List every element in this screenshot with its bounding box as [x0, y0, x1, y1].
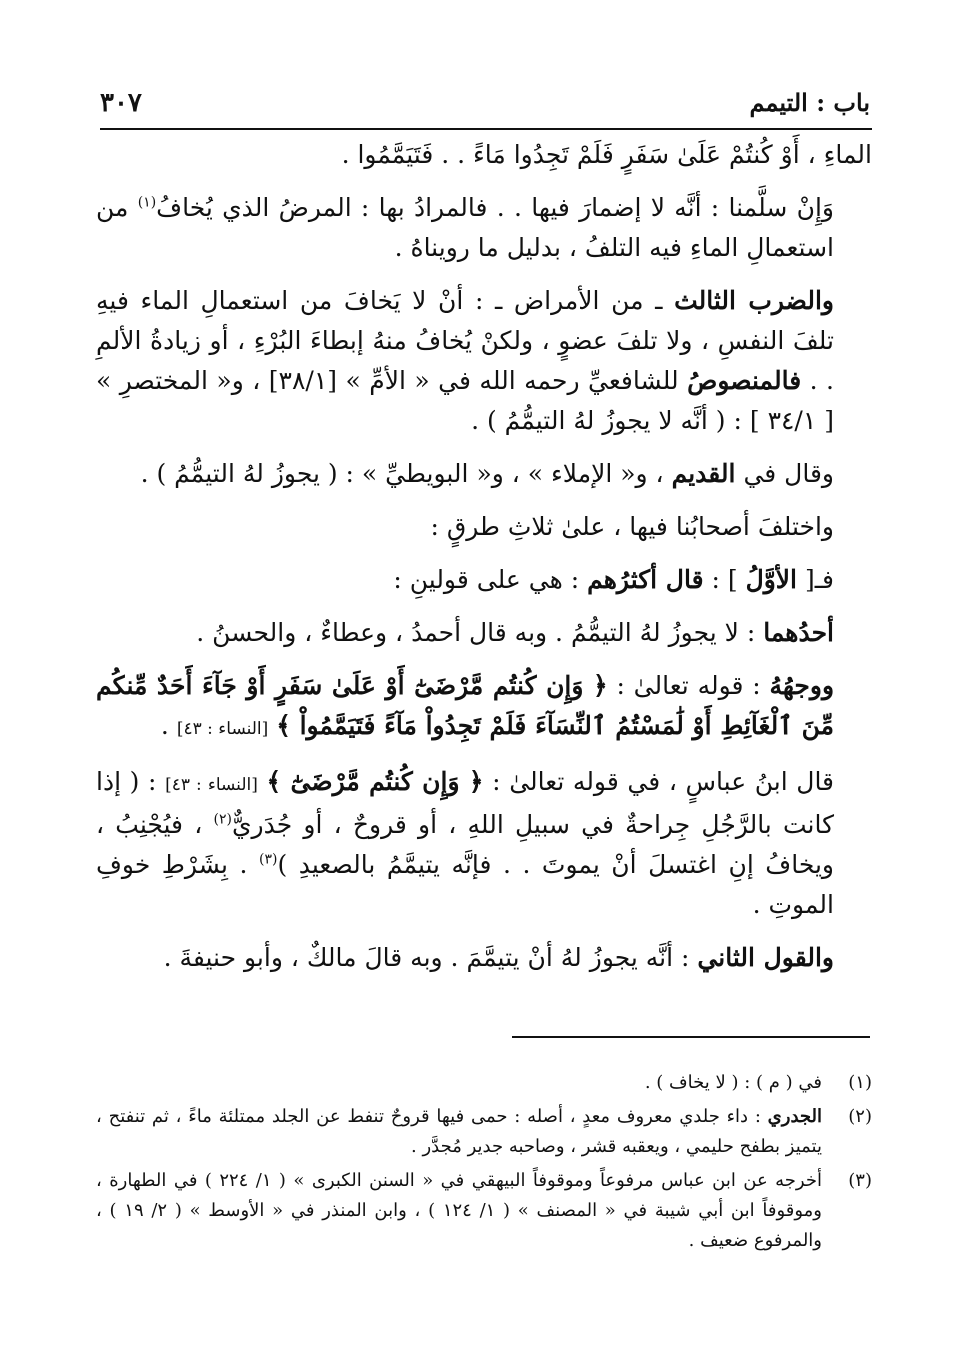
footnote-1	[96, 1068, 872, 1098]
paragraph-4	[96, 454, 872, 494]
footnote-text: في ( م ) : ( لا يخاف ) .	[644, 1072, 822, 1093]
bold-term: والقول الثاني	[697, 943, 834, 972]
text-run: من استعمالِ الماءِ فيه التلفُ ، بدليل ما رويناهُ .	[96, 193, 834, 262]
bold-term: الأوَّلُ	[745, 565, 798, 594]
text-run: فـ[	[797, 565, 834, 594]
footnote-ref-1: (١)	[137, 194, 157, 211]
text-run: ، و« الإملاء » ، و« البويطيِّ » : ( يجوزُ لهُ التيمُّمُ ) .	[140, 459, 672, 488]
footnote-number: (٢)	[848, 1106, 872, 1127]
paragraph-2	[96, 188, 872, 268]
text-run: : قوله تعالىٰ :	[607, 671, 770, 700]
footnote-number: (١)	[848, 1072, 872, 1093]
text-run: وقال في	[735, 459, 834, 488]
text-run: : هي على قولينِ :	[393, 565, 588, 594]
bold-term: أحدُهما	[763, 618, 834, 647]
text-run: ] :	[703, 565, 746, 594]
verse-reference: [النساء : ٤٣]	[176, 719, 269, 739]
text-run: .	[160, 711, 177, 740]
page-header	[100, 88, 870, 128]
text-run: واختلفَ أصحابُنا فيها ، علىٰ ثلاثِ طرقٍ :	[430, 512, 834, 541]
paragraph-7	[96, 613, 872, 653]
paragraph-9	[96, 762, 872, 925]
footnote-2	[96, 1102, 872, 1162]
text-run: ، فيُجْنِبُ ، ويخافُ إنِ اغتسلَ أنْ يموتَ . . فإنَّه يتيمَّمُ بالصعيدِ )	[96, 810, 834, 879]
quran-verse: ﴿ وَإِن كُنتُم مَّرْضَىٰٓ ﴾	[266, 767, 484, 796]
paragraph-5	[96, 507, 872, 547]
footnote-3	[96, 1166, 872, 1256]
footnote-ref-3: (٣)	[258, 851, 278, 868]
text-run: : لا يجوزُ لهُ التيمُّمُ . وبه قال أحمدُ ، وعطاءٌ ، والحسنُ .	[196, 618, 764, 647]
paragraph-10	[96, 938, 872, 978]
bold-term: فالمنصوصُ	[687, 366, 802, 395]
page-number: ٣٠٧	[100, 88, 142, 118]
bold-term: قال أكثرُهم	[587, 565, 704, 594]
text-run: : داء جلدي معروف معدٍ ، أصله : حمى فيها قروحٌ تنفط عن الجلد ممتلئة ماءً ، ثم تنفتح ، يتميز بطفح حليمي ، ويعقبه قشر ، وصاحبه جدير مُجدَّر .	[96, 1106, 822, 1157]
footnote-rule	[512, 1036, 870, 1038]
header-rule	[100, 128, 872, 130]
bold-term: القديم	[671, 459, 736, 488]
text-run: للشافعيِّ رحمه الله في « الأمِّ » [٣٨/١] ، و« المختصرِ » [ ٣٤/١ ] : ( أنَّه لا يجوزُ لهُ التيمُّمُ ) .	[96, 366, 834, 435]
paragraph-6	[96, 560, 872, 600]
text-run: ـ من الأمراض ـ : أنْ لا يَخافَ من استعمالِ الماء فيهِ تلفَ النفسِ ، ولا تلفَ عضوٍ ، ولكنْ يُخافُ منهُ إبطاءَ البُرْءِ ، أو زيادةُ الألمِ . .	[96, 286, 834, 395]
running-head: باب : التيمم	[749, 88, 870, 117]
text-run: الماءِ ، أَوْ كُنتُمْ عَلَىٰ سَفَرٍ فَلَمْ تَجِدُوا مَاءً . . فَتَيَمَّمُوا .	[341, 140, 872, 169]
text-run: : أنَّه يجوزُ لهُ أنْ يتيمَّمَ . وبه قالَ مالكٌ ، وأبو حنيفةَ .	[163, 943, 698, 972]
footnotes	[96, 1068, 872, 1260]
footnote-ref-2: (٢)	[213, 811, 232, 828]
main-text	[96, 135, 872, 991]
quran-verse: ﴿ وَإِن كُنتُم مَّرْضَىٰٓ أَوْ عَلَىٰ سَفَرٍ أَوْ جَآءَ أَحَدٌ مِّنكُم مِّنَ ٱلْغَآئِطِ أَوْ لَٰمَسْتُمُ ٱلنِّسَآءَ فَلَمْ تَجِدُواْ مَآءً فَتَيَمَّمُواْ ﴾	[96, 671, 834, 740]
paragraph-8	[96, 666, 872, 749]
verse-reference: [النساء : ٤٣]	[165, 775, 258, 795]
paragraph-1	[96, 135, 872, 175]
text-run: : ( إذا كانت بالرَّجُلِ جِراحةٌ في سبيلِ اللهِ ، أو قروحٌ ، أو جُدَريٌّ	[96, 767, 834, 839]
footnote-number: (٣)	[848, 1170, 872, 1191]
text-run: وَإِنْ سلَّمنا : أنَّه لا إضمارَ فيها . . فالمرادُ بها : المرضُ الذي يُخافُ	[156, 193, 834, 222]
footnote-term: الجدري	[767, 1106, 822, 1127]
bold-term: والضرب الثالث	[674, 286, 835, 315]
text-run: . بِشَرْطِ خوفِ الموتِ .	[96, 850, 834, 919]
text-run: قال ابنُ عباسٍ ، في قوله تعالىٰ :	[483, 767, 835, 796]
paragraph-3	[96, 281, 872, 441]
footnote-text	[96, 1102, 822, 1162]
bold-term: ووجهُهُ	[769, 671, 835, 700]
footnote-text: أخرجه عن ابن عباس مرفوعاً وموقوفاً البيهقي في « السنن الكبرى » ( ١/ ٢٢٤ ) في الطهارة ، وموقوفاً ابن أبي شيبة في « المصنف » ( ١/ ١٢٤ ) ، وابن المنذر في « الأوسط » ( ٢/ ١٩ ) ، والمرفوع ضعيف .	[96, 1170, 822, 1251]
